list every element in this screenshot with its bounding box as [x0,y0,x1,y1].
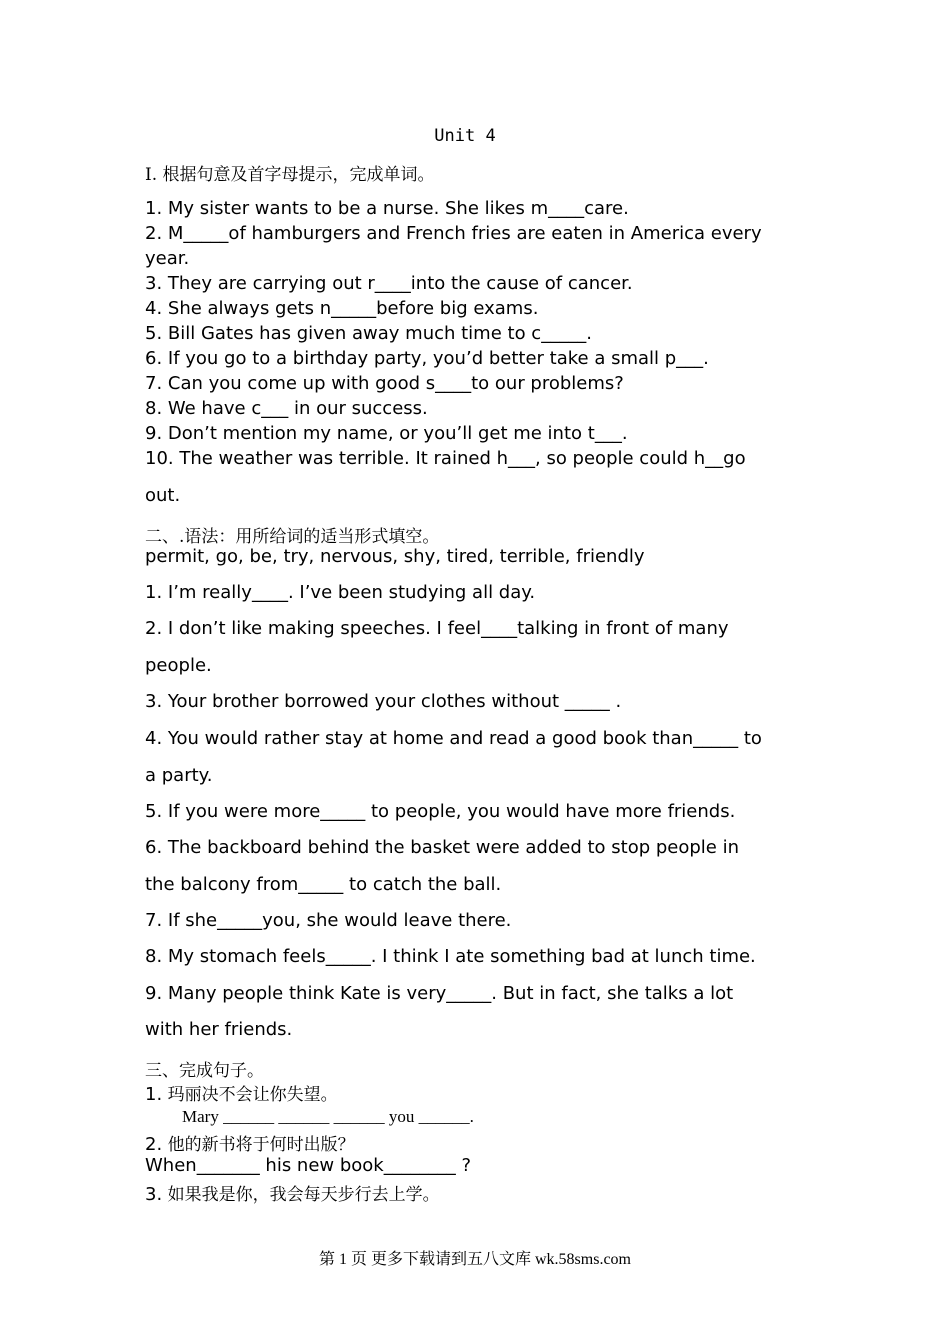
question-number: 3. [145,1184,163,1205]
list-item: 3. They are carrying out r____into the cause of cancer. [145,273,633,294]
list-item: with her friends. [145,1019,293,1040]
list-item: 5. If you were more_____ to people, you would have more friends. [145,801,736,822]
list-item: 2. M_____of hamburgers and French fries are eaten in America every [145,223,762,244]
list-item: 1. My sister wants to be a nurse. She likes m____care. [145,198,629,219]
question-prompt: 玛丽决不会让你失望。 [162,1085,338,1105]
list-item: 2. I don’t like making speeches. I feel____talking in front of many [145,618,729,639]
question-number: 2. [145,1134,163,1155]
list-item: 4. You would rather stay at home and read a good book than_____ to [145,728,762,749]
list-item: out. [145,485,181,506]
list-item: 8. My stomach feels_____. I think I ate something bad at lunch time. [145,946,756,967]
list-item: 6. If you go to a birthday party, you’d better take a small p___. [145,348,709,369]
list-item: 6. The backboard behind the basket were added to stop people in [145,837,739,858]
question-prompt: 如果我是你，我会每天步行去上学。 [162,1185,440,1205]
list-item: year. [145,248,190,269]
list-item: 5. Bill Gates has given away much time to c_____. [145,323,592,344]
list-item: 3. Your brother borrowed your clothes without _____ . [145,691,622,712]
page-footer: 第 1 页 更多下载请到五八文库 wk.58sms.com [318,1251,631,1268]
word-list: permit, go, be, try, nervous, shy, tired, terrible, friendly [145,546,645,567]
list-item: a party. [145,765,213,786]
list-item: 7. If she_____you, she would leave there. [145,910,512,931]
answer-line: When_______ his new book________ ? [145,1155,471,1176]
list-item: 9. Don’t mention my name, or you’ll get me into t___. [145,423,628,444]
section1-heading: I. 根据句意及首字母提示，完成单词。 [145,165,435,185]
question-prompt: 他的新书将于何时出版？ [162,1135,355,1155]
list-item: the balcony from_____ to catch the ball. [145,874,502,895]
question-number: 1. [145,1084,163,1105]
section2-heading: 二、.语法：用所给词的适当形式填空。 [145,527,440,547]
list-item: 9. Many people think Kate is very_____. But in fact, she talks a lot [145,983,734,1004]
section3-heading: 三、完成句子。 [145,1061,264,1081]
answer-line: Mary ______ ______ ______ you ______. [182,1107,474,1126]
page-title: Unit 4 [434,126,496,146]
question-3 [145,1180,440,1205]
list-item: 10. The weather was terrible. It rained h___, so people could h__go [145,448,746,469]
list-item: 4. She always gets n_____before big exams. [145,298,539,319]
list-item: 8. We have c___ in our success. [145,398,428,419]
question-2 [145,1130,355,1155]
question-1 [145,1080,338,1105]
list-item: 7. Can you come up with good s____to our problems? [145,373,624,394]
list-item: people. [145,655,212,676]
list-item: 1. I’m really____. I’ve been studying all day. [145,582,536,603]
